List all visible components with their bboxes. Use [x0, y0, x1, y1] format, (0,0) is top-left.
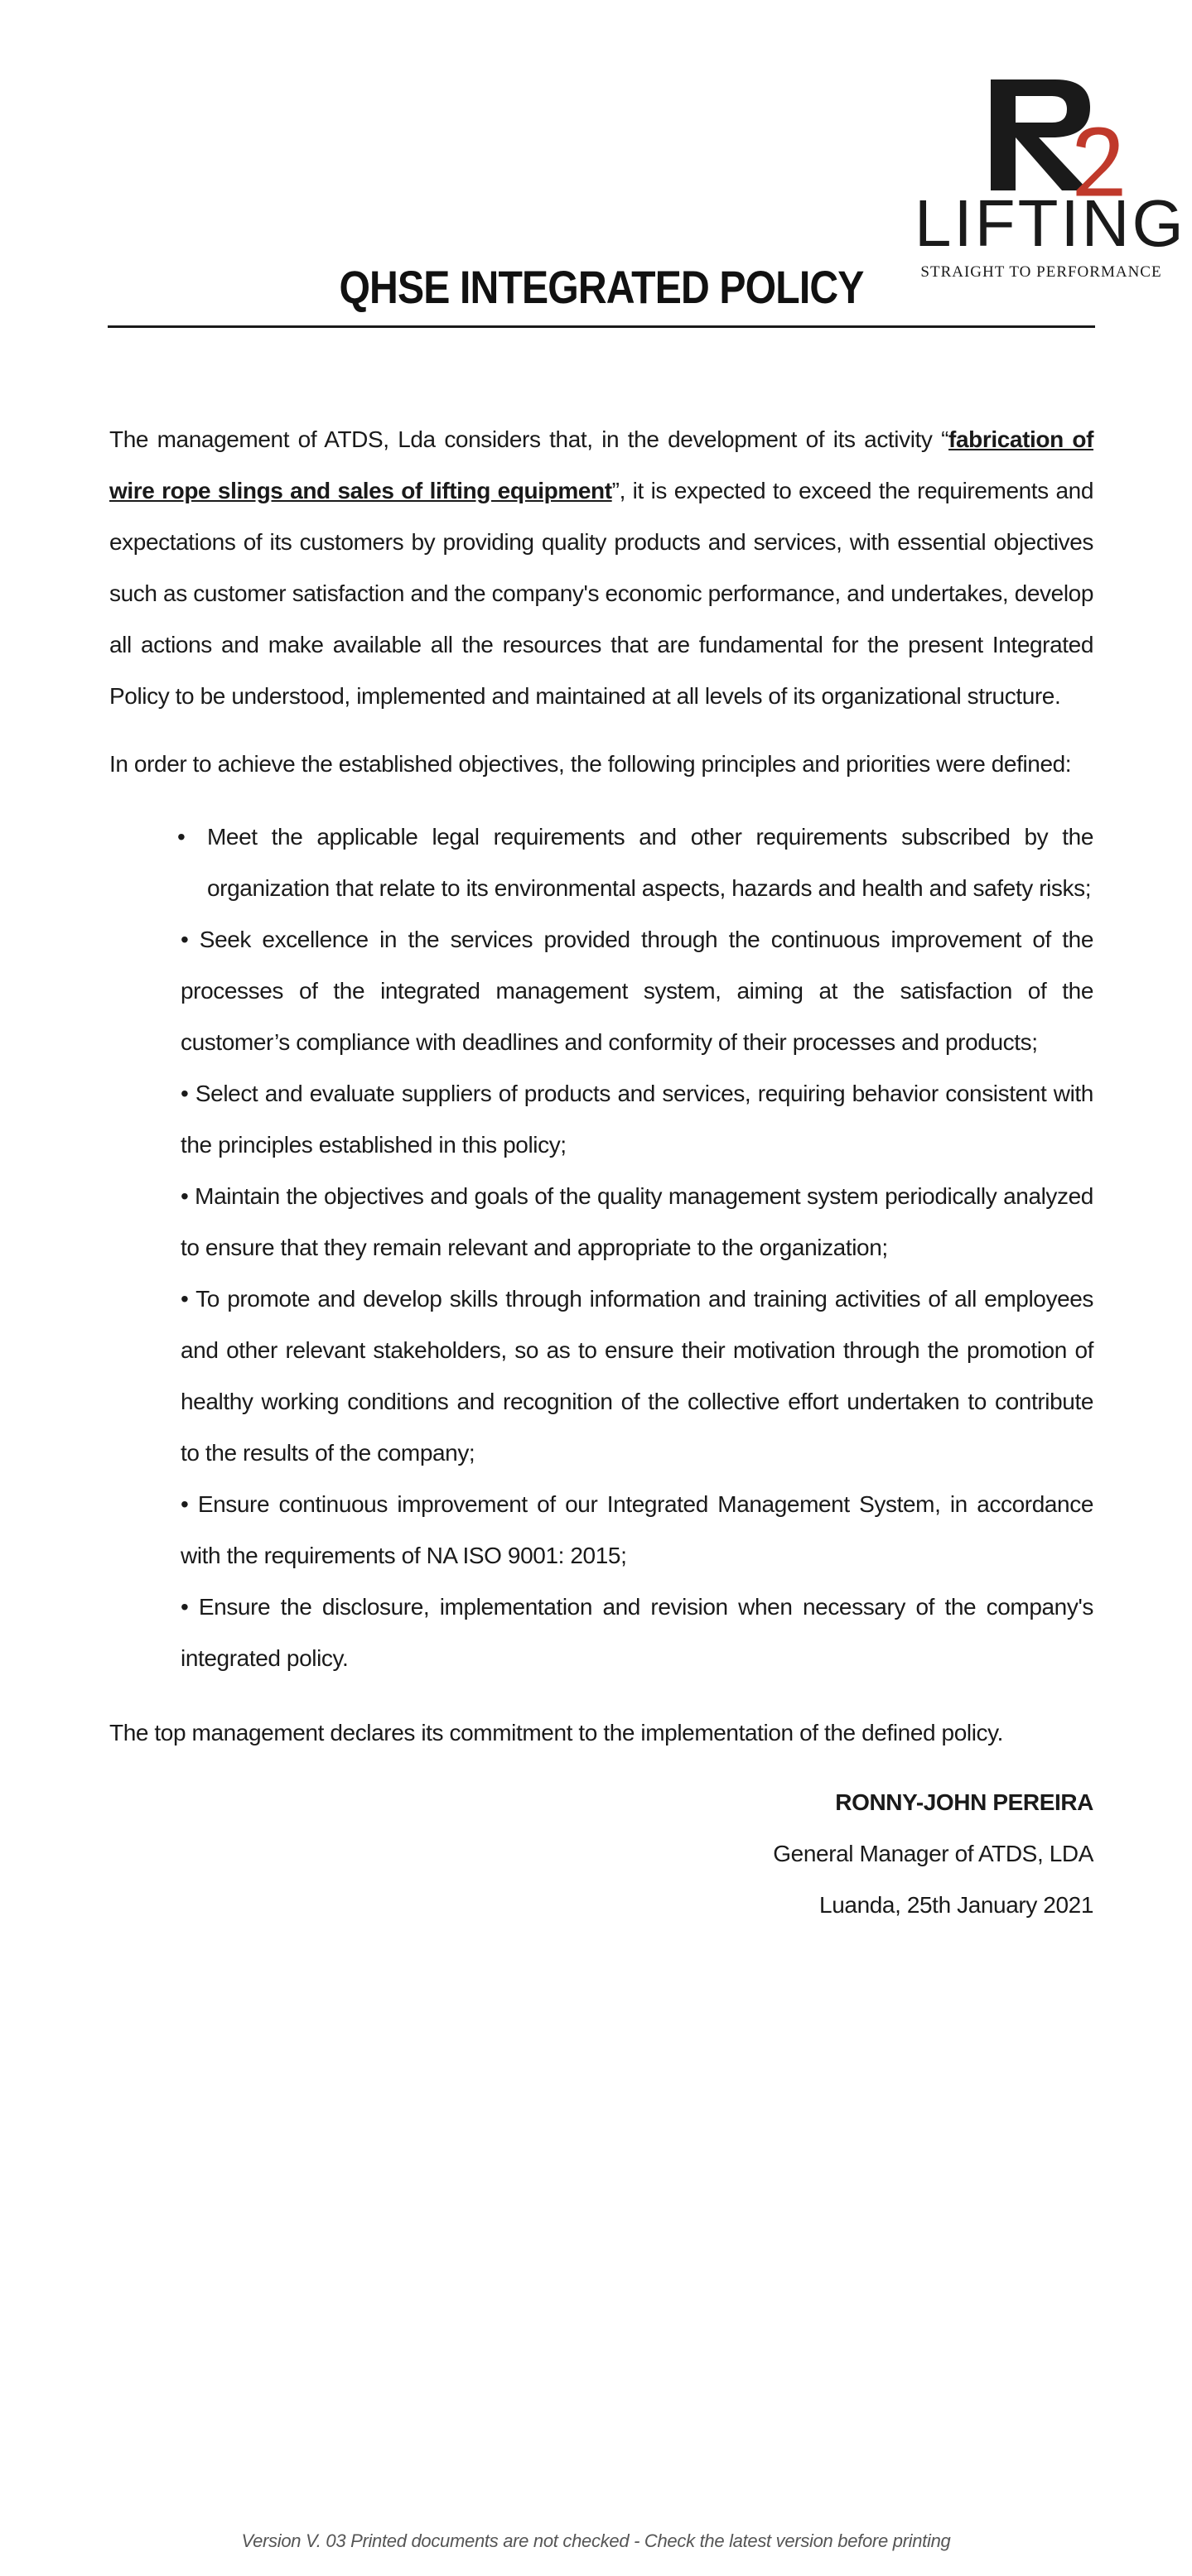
signature-block	[109, 1777, 1093, 1931]
signature-place-date: Luanda, 25th January 2021	[819, 1892, 1093, 1918]
principles-list	[109, 811, 1093, 1684]
intro-paragraph	[109, 414, 1093, 722]
principles-lead: In order to achieve the established objectives, the following principles and priorities were defined:	[109, 751, 1072, 777]
signatory-name: RONNY-JOHN PEREIRA	[835, 1789, 1093, 1815]
intro-text-before: The management of ATDS, Lda considers that, in the development of its activity “	[109, 426, 949, 452]
r2-logo-mark-icon	[915, 66, 1168, 199]
bullet-icon: •	[181, 1286, 189, 1312]
logo-tagline: STRAIGHT TO PERFORMANCE	[920, 263, 1162, 281]
page-title: QHSE INTEGRATED POLICY	[339, 261, 864, 313]
bullet-icon: •	[181, 1081, 189, 1106]
list-item-text: Ensure the disclosure, implementation and revision when necessary of the company's integrated policy.	[181, 1594, 1093, 1671]
list-item-text: Select and evaluate suppliers of products and services, requiring behavior consistent with the principles established in this policy;	[181, 1081, 1093, 1158]
bullet-icon: •	[177, 824, 186, 850]
logo-wordmark: LIFTING	[915, 186, 1186, 260]
list-item-text: To promote and develop skills through information and training activities of all employees and other relevant stakeholders, so as to ensure their motivation through the promotion of healthy working conditions and recognition of the collective effort undertaken to contribute to the results of the company;	[181, 1286, 1094, 1466]
list-item-text: Meet the applicable legal requirements and other requirements subscribed by the organization that relate to its environmental aspects, hazards and health and safety risks;	[207, 824, 1093, 901]
list-item-text: Seek excellence in the services provided through the continuous improvement of the processes of the integrated management system, aiming at the satisfaction of the customer’s compliance with deadlines and conformity of their processes and products;	[181, 927, 1093, 1055]
list-item-text: Maintain the objectives and goals of the quality management system periodically analyzed to ensure that they remain relevant and appropriate to the organization;	[181, 1183, 1093, 1260]
commitment-statement: The top management declares its commitment to the implementation of the defined policy.	[109, 1720, 1004, 1745]
intro-text-after: ”, it is expected to exceed the requirements and expectations of its customers by providing quality products and services, with essential objectives such as customer satisfaction and the company's economic performance, and undertakes, develop all actions and make available all the resources that are fundamental for the present Integrated Policy to be understood, implemented and maintained at all levels of its organizational structure.	[109, 478, 1094, 709]
intro-activity-emphasis: fabrication of wire rope slings and sales of lifting equipment	[109, 426, 1093, 503]
title-divider	[108, 325, 1095, 328]
list-item	[181, 1582, 1093, 1684]
list-item	[181, 1479, 1093, 1582]
list-item	[181, 1274, 1093, 1479]
list-item	[177, 811, 1093, 914]
policy-body	[109, 414, 1093, 1931]
bullet-icon: •	[181, 1491, 189, 1517]
list-item	[181, 914, 1093, 1068]
bullet-icon: •	[181, 1183, 189, 1209]
bullet-icon: •	[181, 927, 189, 952]
bullet-icon: •	[181, 1594, 189, 1620]
version-footer: Version V. 03 Printed documents are not checked - Check the latest version before printing	[241, 2530, 951, 2551]
list-item-text: Ensure continuous improvement of our Integrated Management System, in accordance with the requirements of NA ISO 9001: 2015;	[181, 1491, 1093, 1568]
list-item	[181, 1068, 1093, 1171]
list-item	[181, 1171, 1093, 1274]
signatory-role: General Manager of ATDS, LDA	[773, 1841, 1093, 1866]
